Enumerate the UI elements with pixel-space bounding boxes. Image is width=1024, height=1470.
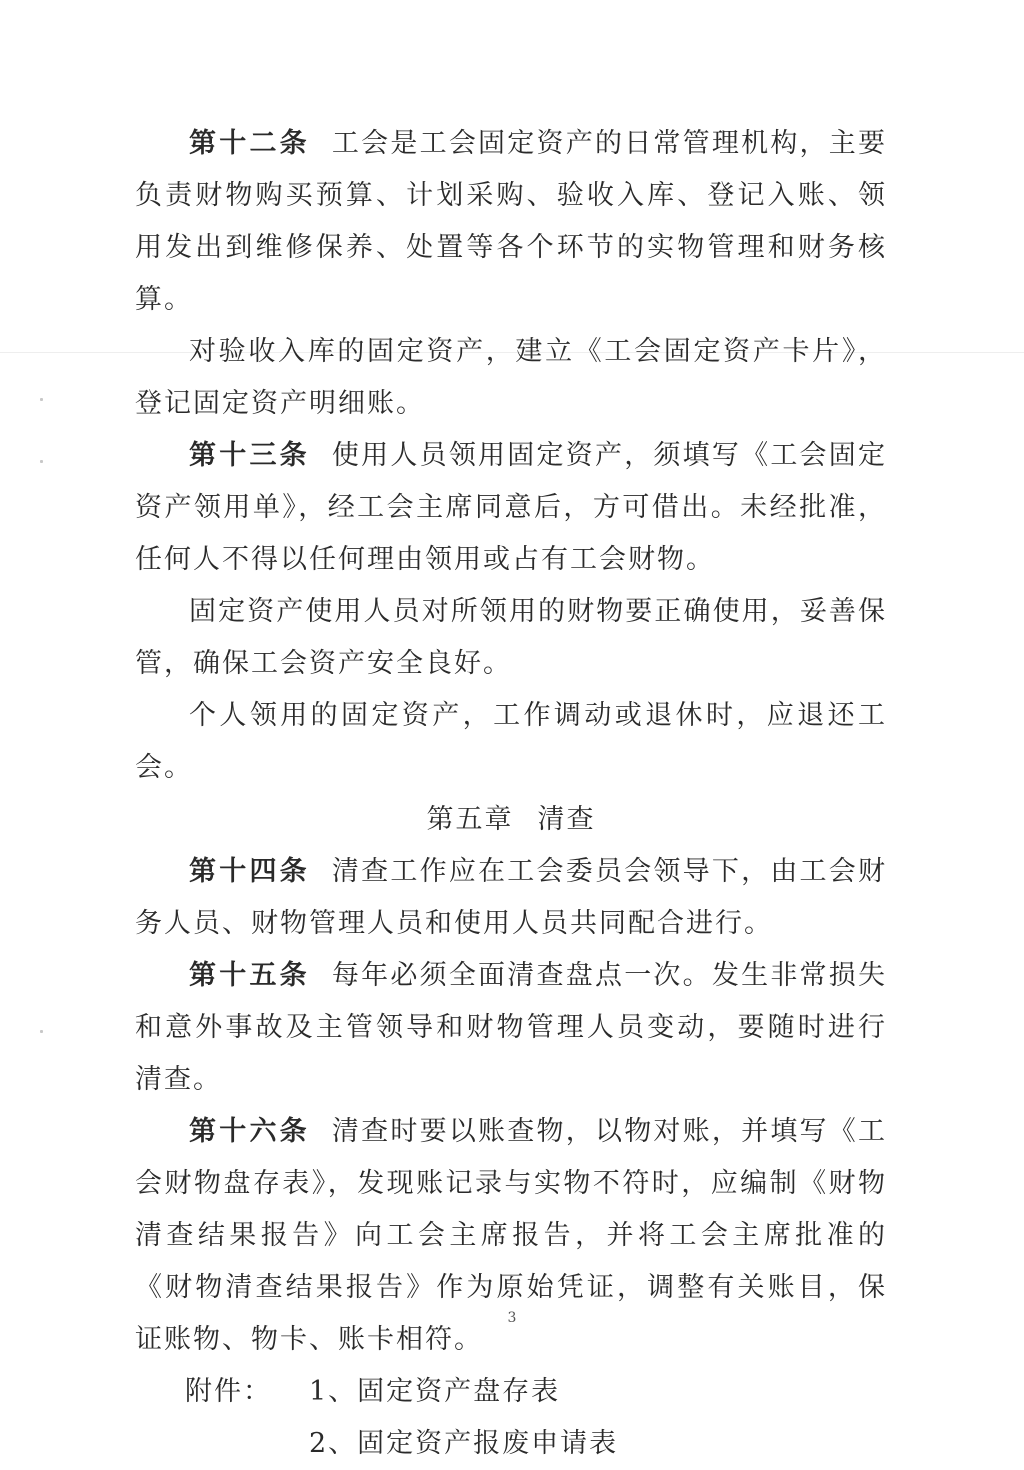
article-text: 工会是工会固定资产的日常管理机构，主要负责财物购买预算、计划采购、验收入库、登记入账、领用发出到维修保养、处置等各个环节的实物管理和财务核算。 (135, 128, 888, 315)
attachment-item: 1、固定资产盘存表 (309, 1376, 561, 1407)
article-13-paragraph-3: 个人领用的固定资产，工作调动或退休时，应退还工会。 (135, 700, 887, 783)
page-number: 3 (507, 1310, 517, 1326)
article-16 (135, 1106, 887, 1366)
article-title: 第十四条 (189, 856, 310, 887)
chapter-heading (135, 794, 887, 846)
article-title: 第十二条 (189, 128, 310, 159)
article-text: 每年必须全面清查盘点一次。发生非常损失和意外事故及主管领导和财物管理人员变动，要随时进行清查。 (135, 960, 888, 1095)
document-body (135, 118, 887, 1470)
article-text: 使用人员领用固定资产，须填写《工会固定资产领用单》，经工会主席同意后，方可借出。未经批准，任何人不得以任何理由领用或占有工会财物。 (135, 440, 888, 575)
scan-artifact-dot (40, 1030, 43, 1033)
article-text: 清查工作应在工会委员会领导下，由工会财务人员、财物管理人员和使用人员共同配合进行。 (135, 856, 888, 939)
article-14 (135, 846, 887, 950)
chapter-number: 第五章 (426, 804, 514, 835)
scan-artifact-dot (40, 398, 43, 401)
chapter-title: 清查 (537, 804, 596, 835)
attachment-item: 2、固定资产报废申请表 (309, 1428, 619, 1459)
article-title: 第十六条 (189, 1116, 310, 1147)
attachment-label: 附件： (185, 1376, 272, 1407)
article-text: 清查时要以账查物，以物对账，并填写《工会财物盘存表》，发现账记录与实物不符时，应编制《财物清查结果报告》向工会主席报告，并将工会主席批准的《财物清查结果报告》作为原始凭证，调整有关账目，保证账物、物卡、账卡相符。 (135, 1116, 888, 1355)
article-12-paragraph-2: 对验收入库的固定资产，建立《工会固定资产卡片》，登记固定资产明细账。 (135, 336, 887, 419)
article-13 (135, 430, 887, 586)
article-15 (135, 950, 887, 1106)
article-12 (135, 118, 887, 326)
attachment-list (135, 1366, 887, 1418)
article-title: 第十三条 (189, 440, 310, 471)
article-title: 第十五条 (189, 960, 310, 991)
article-13-paragraph-2: 固定资产使用人员对所领用的财物要正确使用，妥善保管，确保工会资产安全良好。 (135, 596, 887, 679)
attachment-list-continued (135, 1418, 887, 1470)
scan-artifact-dot (40, 460, 43, 463)
